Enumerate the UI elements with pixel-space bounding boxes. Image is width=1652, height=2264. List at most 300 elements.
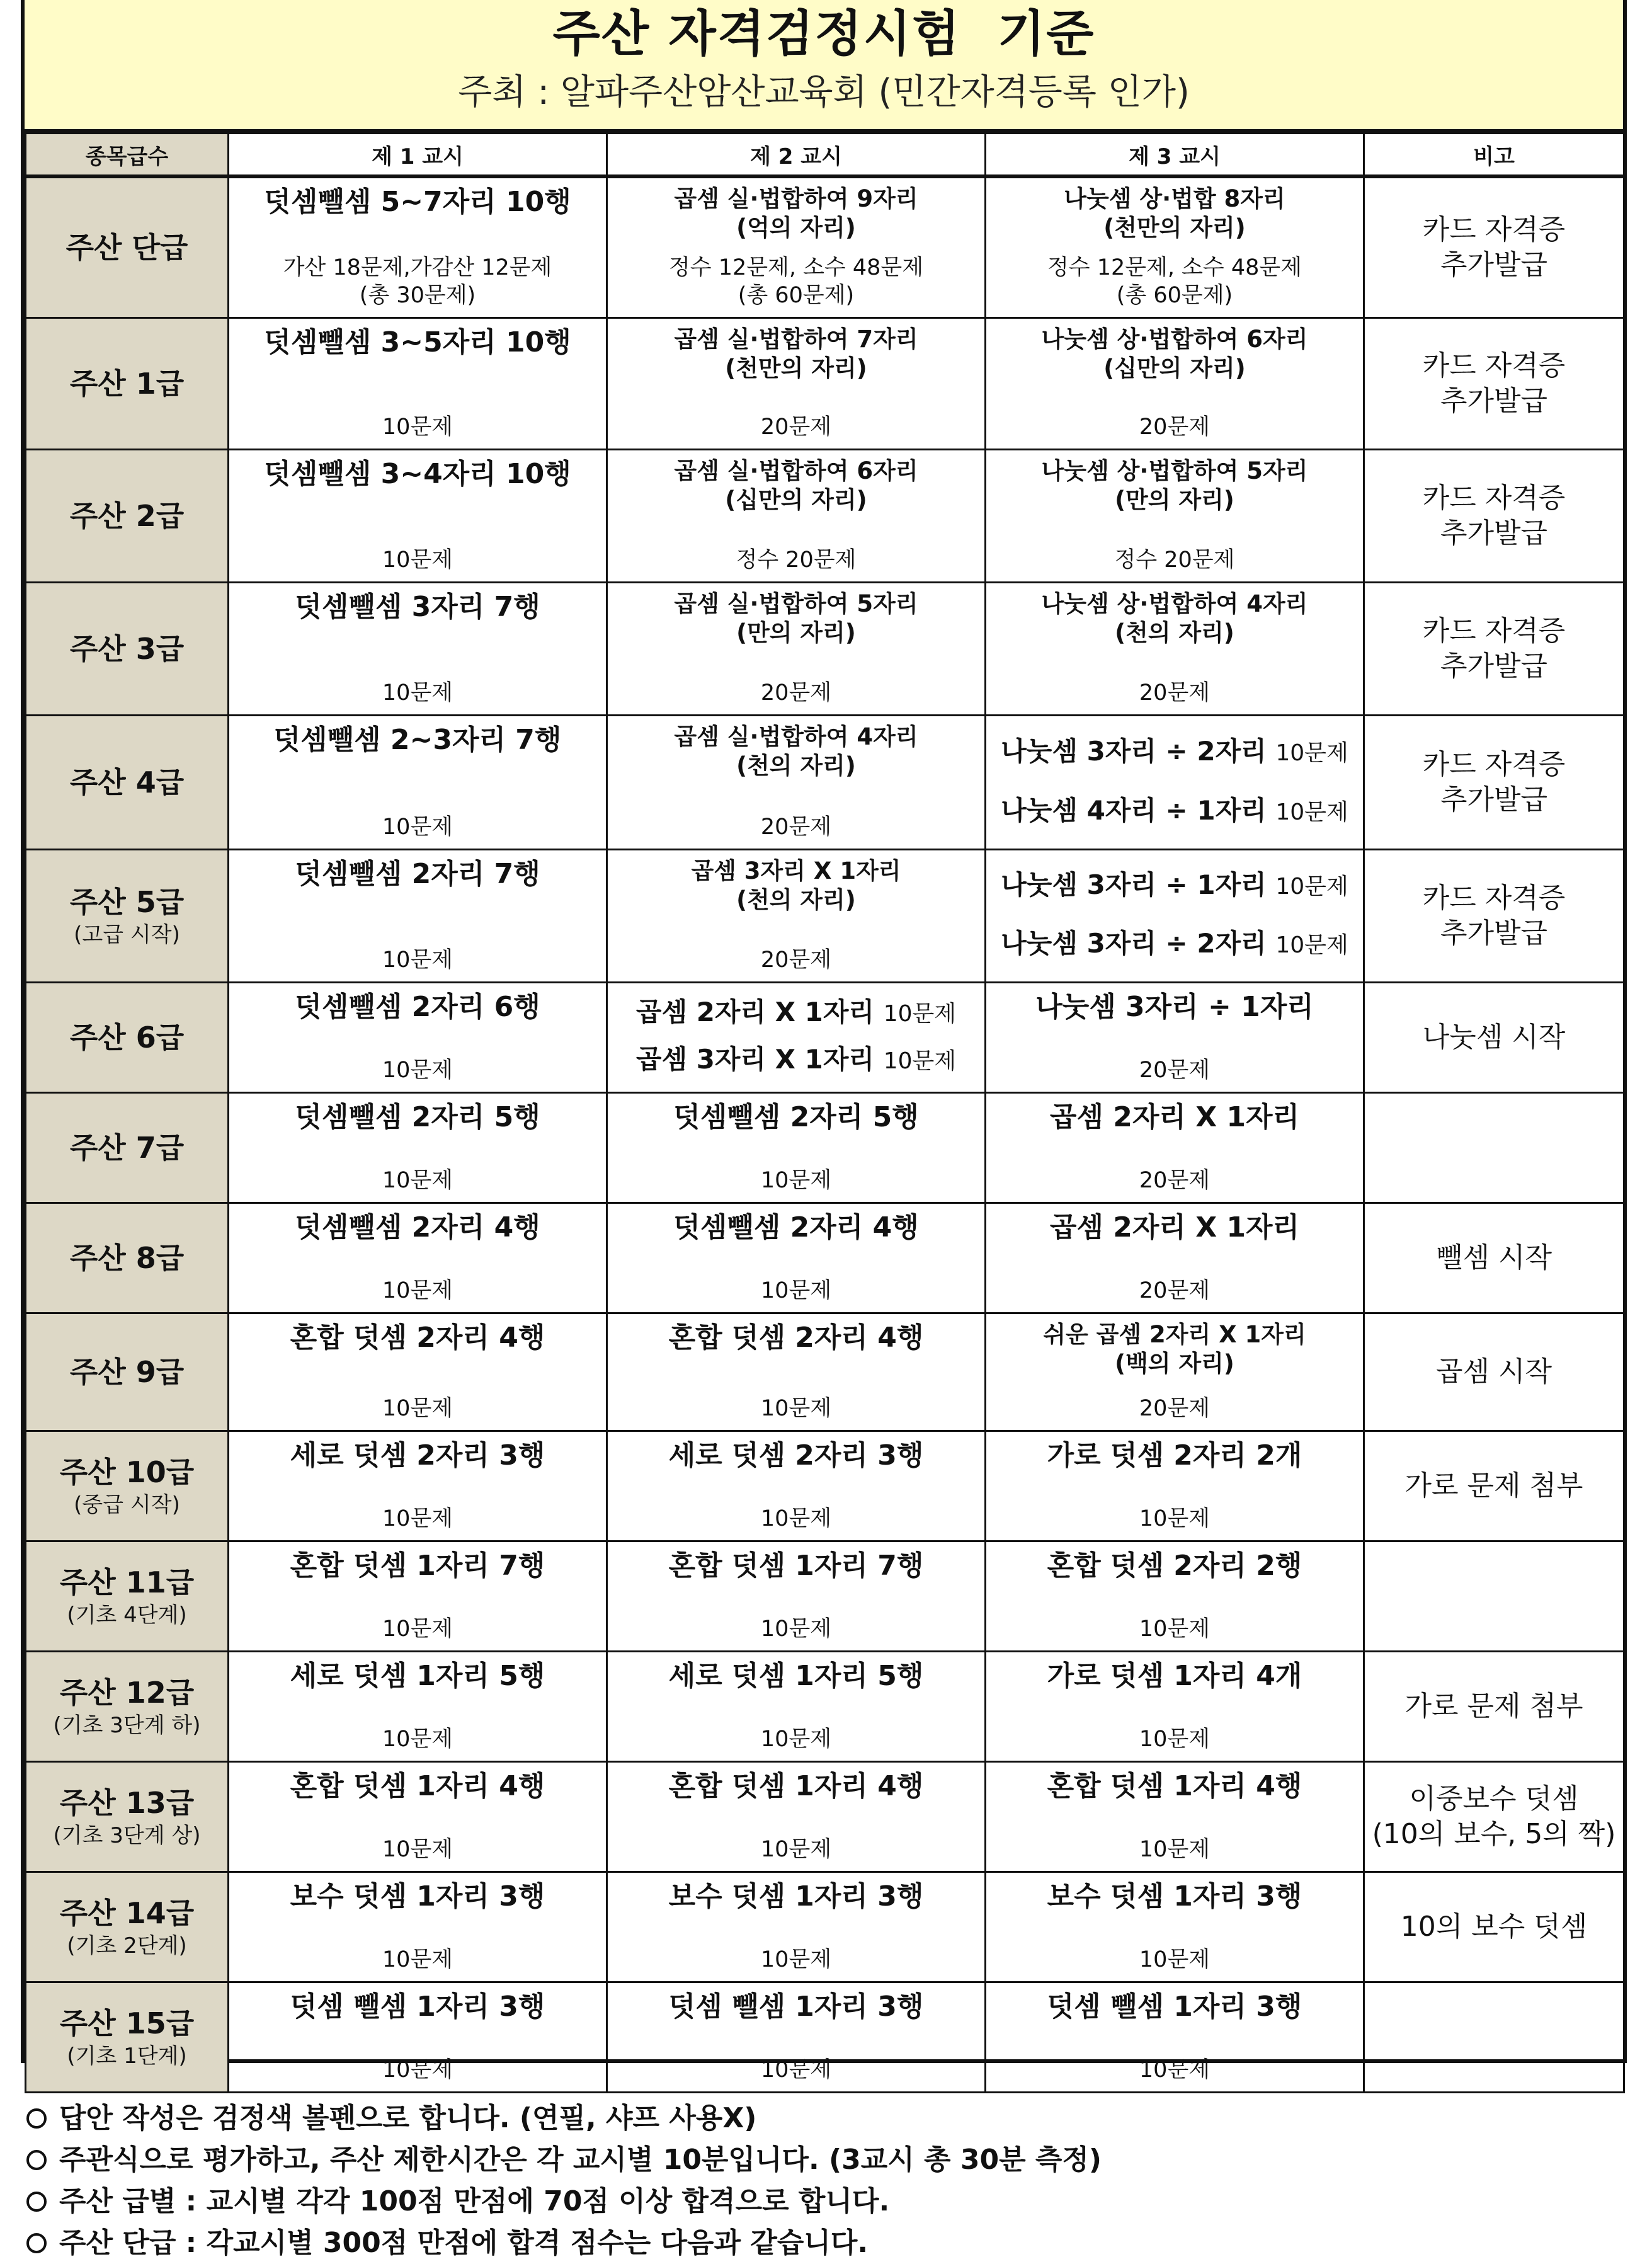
- note-cell: [1364, 716, 1624, 850]
- grade-cell: [26, 850, 229, 983]
- question-count: 정수 20문제: [736, 547, 857, 573]
- question-count: 10문제: [1139, 1947, 1211, 1972]
- grade-name: 주산 5급: [69, 885, 185, 919]
- column-header-period1: 제 1 교시: [229, 134, 607, 177]
- cell-content: [229, 1763, 606, 1871]
- exam-item: 덧셈뺄셈 2자리 5행: [295, 1101, 540, 1133]
- note-cell: [1364, 1652, 1624, 1762]
- question-count: 10문제: [1275, 799, 1348, 825]
- exam-item: 덧셈 뺄셈 1자리 3행: [290, 1991, 545, 2023]
- period1-cell: [229, 1982, 607, 2093]
- circle-bullet-icon: [26, 2233, 47, 2253]
- question-count: 10문제: [883, 1001, 957, 1027]
- period1-cell: [229, 716, 607, 850]
- cell-content: [608, 983, 984, 1092]
- cell-content: [986, 1763, 1363, 1871]
- grade-name: 주산 13급: [59, 1786, 195, 1820]
- cell-content: [608, 178, 984, 317]
- period3-cell: [986, 850, 1364, 983]
- period3-cell: [986, 318, 1364, 450]
- circle-bullet-icon: [26, 2150, 47, 2170]
- exam-item: 혼합 덧셈 1자리 7행: [290, 1550, 545, 1582]
- note-text: 10의 보수 덧셈: [1400, 1911, 1588, 1943]
- question-count: 10문제: [1275, 932, 1348, 958]
- table-row: [26, 450, 1624, 583]
- period2-cell: [607, 1872, 986, 1982]
- grade-subtitle: (고급 시작): [74, 922, 180, 947]
- note-text: 나눗셈 시작: [1422, 1021, 1566, 1053]
- note-cell: [1364, 1872, 1624, 1982]
- period2-cell: [607, 583, 986, 716]
- cell-content: [986, 1432, 1363, 1540]
- question-count: 10문제: [382, 414, 453, 440]
- note-text: 카드 자격증 추가발급: [1422, 748, 1566, 816]
- document-subtitle: 주최 : 알파주산암산교육회 (민간자격등록 인가): [458, 72, 1190, 113]
- question-count: 10문제: [760, 1278, 832, 1303]
- question-count: 10문제: [382, 1947, 453, 1972]
- cell-content: [608, 1763, 984, 1871]
- column-header-note: 비고: [1364, 134, 1624, 177]
- period1-cell: [229, 318, 607, 450]
- exam-item: 곱셈 2자리 X 1자리: [1049, 1101, 1300, 1133]
- exam-item: 혼합 덧셈 2자리 4행: [668, 1322, 924, 1354]
- question-count: 10문제: [382, 1506, 453, 1531]
- exam-item: 덧셈뺄셈 2자리 7행: [295, 858, 540, 890]
- exam-standard-table: [25, 132, 1625, 2093]
- period3-cell: [986, 1093, 1364, 1203]
- question-count: 10문제: [760, 1727, 832, 1752]
- cell-content: [986, 1542, 1363, 1650]
- grade-cell: [26, 1762, 229, 1872]
- note-cell: [1364, 1431, 1624, 1541]
- cell-content: [229, 1652, 606, 1761]
- note-text: 가로 문제 첨부: [1404, 1470, 1583, 1502]
- question-count: 10문제: [382, 547, 453, 573]
- cell-content: [608, 1314, 984, 1430]
- cell-content: [229, 1204, 606, 1312]
- note-cell: [1364, 850, 1624, 983]
- period3-cell: [986, 1541, 1364, 1652]
- exam-item: 곱셈 실·법합하여 7자리 (천만의 자리): [674, 326, 918, 382]
- table-row: [26, 1762, 1624, 1872]
- grade-subtitle: (기초 2단계): [67, 1933, 187, 1958]
- exam-item: 덧셈뺄셈 2자리 5행: [673, 1101, 919, 1133]
- exam-item: 덧셈뺄셈 2~3자리 7행: [273, 724, 562, 756]
- table-row: [26, 983, 1624, 1093]
- grade-cell: [26, 716, 229, 850]
- question-count: 20문제: [760, 414, 832, 440]
- exam-item: 쉬운 곱셈 2자리 X 1자리 (백의 자리): [1043, 1321, 1306, 1377]
- table-row: [26, 1872, 1624, 1982]
- period1-cell: [229, 450, 607, 583]
- cell-content: [229, 1873, 606, 1981]
- note-text: 가로 문제 첨부: [1404, 1690, 1583, 1722]
- grade-name: 주산 단급: [66, 231, 188, 265]
- exam-item: 가로 덧셈 1자리 4개: [1047, 1660, 1302, 1692]
- cell-content: [986, 1204, 1363, 1312]
- cell-content: [608, 319, 984, 449]
- exam-item: 세로 덧셈 1자리 5행: [668, 1660, 924, 1692]
- grade-cell: [26, 1982, 229, 2093]
- cell-content: [229, 319, 606, 449]
- cell-content: [986, 1314, 1363, 1430]
- cell-content: [608, 1094, 984, 1202]
- question-count: 10문제: [1139, 2057, 1211, 2083]
- table-row: [26, 1203, 1624, 1313]
- table-row: [26, 716, 1624, 850]
- question-count: 10문제: [760, 1168, 832, 1193]
- period1-cell: [229, 850, 607, 983]
- exam-item: 곱셈 3자리 X 1자리 (천의 자리): [691, 857, 901, 913]
- footnote-text: 주관식으로 평가하고, 주산 제한시간은 각 교시별 10분입니다. (3교시 총 30분 측정): [59, 2144, 1102, 2176]
- period1-cell: [229, 1762, 607, 1872]
- grade-cell: [26, 1652, 229, 1762]
- question-count: 10문제: [883, 1048, 957, 1074]
- grade-cell: [26, 983, 229, 1093]
- period1-cell: [229, 1093, 607, 1203]
- question-count: 정수 12문제, 소수 48문제 (총 60문제): [668, 255, 924, 308]
- grade-subtitle: (기초 3단계 상): [53, 1823, 201, 1848]
- period2-cell: [607, 983, 986, 1093]
- question-count: 10문제: [382, 680, 453, 706]
- grade-cell: [26, 1541, 229, 1652]
- question-count: 정수 20문제: [1114, 547, 1235, 573]
- question-count: 10문제: [382, 1278, 453, 1303]
- exam-item: 덧셈뺄셈 2자리 4행: [295, 1211, 540, 1243]
- grade-subtitle: (기초 3단계 하): [53, 1713, 201, 1738]
- note-text: 카드 자격증 추가발급: [1422, 214, 1566, 281]
- exam-item: 덧셈뺄셈 2자리 6행: [295, 991, 540, 1023]
- grade-name: 주산 2급: [69, 499, 185, 533]
- cell-content: [986, 716, 1363, 849]
- exam-item-line: [990, 867, 1359, 905]
- document-title: 주산 자격검정시험 기준: [552, 6, 1095, 62]
- footnote-line: [26, 2181, 1614, 2222]
- period2-cell: [607, 1313, 986, 1431]
- question-count: 20문제: [1139, 1396, 1211, 1421]
- exam-item: 덧셈뺄셈 2자리 4행: [673, 1211, 919, 1243]
- note-text: 곱셈 시작: [1435, 1356, 1552, 1388]
- exam-item-line: [612, 1042, 981, 1079]
- question-count: 10문제: [760, 1616, 832, 1642]
- period2-cell: [607, 1652, 986, 1762]
- exam-item: 덧셈 뺄셈 1자리 3행: [1047, 1991, 1302, 2023]
- question-count: 10문제: [1139, 1727, 1211, 1752]
- exam-item: 나눗셈 상·법합하여 5자리 (만의 자리): [1041, 457, 1308, 513]
- period1-cell: [229, 983, 607, 1093]
- cell-content: [229, 716, 606, 849]
- note-cell: [1364, 1093, 1624, 1203]
- period3-cell: [986, 1652, 1364, 1762]
- question-count: 20문제: [1139, 1168, 1211, 1193]
- exam-item: 가로 덧셈 2자리 2개: [1047, 1439, 1302, 1472]
- grade-name: 주산 15급: [59, 2006, 195, 2040]
- cell-content: [986, 450, 1363, 581]
- note-cell: [1364, 1982, 1624, 2093]
- grade-name: 주산 4급: [69, 765, 185, 799]
- exam-item: 혼합 덧셈 1자리 4행: [1047, 1770, 1302, 1802]
- cell-content: [608, 1873, 984, 1981]
- exam-item: 덧셈뺄셈 3~5자리 10행: [264, 326, 571, 358]
- cell-content: [986, 178, 1363, 317]
- footnote-line: [26, 2139, 1614, 2181]
- period2-cell: [607, 318, 986, 450]
- footnote-line: [26, 2098, 1614, 2139]
- period3-cell: [986, 583, 1364, 716]
- period2-cell: [607, 1982, 986, 2093]
- question-count: 20문제: [1139, 414, 1211, 440]
- exam-item: 보수 덧셈 1자리 3행: [1047, 1880, 1302, 1912]
- period3-cell: [986, 1431, 1364, 1541]
- grade-cell: [26, 1431, 229, 1541]
- period3-cell: [986, 716, 1364, 850]
- table-row: [26, 850, 1624, 983]
- grade-name: 주산 12급: [59, 1676, 195, 1710]
- period3-cell: [986, 983, 1364, 1093]
- note-text: 이중보수 덧셈 (10의 보수, 5의 짝): [1372, 1783, 1616, 1850]
- column-header-grade: 종목급수: [26, 134, 229, 177]
- exam-item: 혼합 덧셈 2자리 2행: [1047, 1550, 1302, 1582]
- cell-content: [608, 850, 984, 981]
- exam-item: 덧셈뺄셈 3자리 7행: [295, 591, 540, 623]
- grade-name: 주산 9급: [69, 1355, 185, 1389]
- footnote-text: 주산 급별 : 교시별 각각 100점 만점에 70점 이상 합격으로 합니다.: [59, 2185, 890, 2217]
- exam-item-line: [612, 995, 981, 1032]
- grade-cell: [26, 1313, 229, 1431]
- exam-item: 곱셈 실·법합하여 4자리 (천의 자리): [674, 723, 918, 779]
- circle-bullet-icon: [26, 2192, 47, 2212]
- exam-item: 세로 덧셈 2자리 3행: [290, 1439, 545, 1472]
- note-text: 카드 자격증 추가발급: [1422, 882, 1566, 949]
- note-cell: [1364, 450, 1624, 583]
- note-cell: [1364, 1541, 1624, 1652]
- exam-item: 혼합 덧셈 1자리 4행: [668, 1770, 924, 1802]
- period2-cell: [607, 1541, 986, 1652]
- note-cell: [1364, 1203, 1624, 1313]
- table-row: [26, 1541, 1624, 1652]
- table-row: [26, 583, 1624, 716]
- cell-content: [986, 1652, 1363, 1761]
- question-count: 20문제: [760, 815, 832, 840]
- exam-item: 덧셈 뺄셈 1자리 3행: [668, 1991, 924, 2023]
- cell-content: [229, 983, 606, 1092]
- question-count: 10문제: [760, 1506, 832, 1531]
- period1-cell: [229, 1872, 607, 1982]
- period3-cell: [986, 176, 1364, 318]
- note-text: 카드 자격증 추가발급: [1422, 482, 1566, 549]
- exam-item: 나눗셈 3자리 ÷ 1자리: [1035, 991, 1314, 1023]
- period3-cell: [986, 1313, 1364, 1431]
- question-count: 10문제: [382, 1727, 453, 1752]
- exam-item: 곱셈 실·법합하여 9자리 (억의 자리): [674, 185, 918, 241]
- period3-cell: [986, 1203, 1364, 1313]
- period2-cell: [607, 716, 986, 850]
- period3-cell: [986, 1762, 1364, 1872]
- exam-item: 세로 덧셈 2자리 3행: [668, 1439, 924, 1472]
- cell-content: [986, 1094, 1363, 1202]
- question-count: 10문제: [1275, 740, 1348, 766]
- exam-item: 나눗셈 상·법합 8자리 (천만의 자리): [1064, 185, 1285, 241]
- period2-cell: [607, 1203, 986, 1313]
- exam-item: 나눗셈 3자리 ÷ 2자리: [1001, 735, 1267, 767]
- exam-item: 혼합 덧셈 1자리 7행: [668, 1550, 924, 1582]
- grade-name: 주산 11급: [59, 1565, 195, 1599]
- question-count: 10문제: [1139, 1616, 1211, 1642]
- footnote-text: 답안 작성은 검정색 볼펜으로 합니다. (연필, 샤프 사용X): [59, 2102, 757, 2134]
- table-row: [26, 1093, 1624, 1203]
- exam-item: 곱셈 2자리 X 1자리: [1049, 1211, 1300, 1243]
- note-text: 카드 자격증 추가발급: [1422, 615, 1566, 682]
- cell-content: [608, 583, 984, 714]
- question-count: 20문제: [1139, 680, 1211, 706]
- period1-cell: [229, 1652, 607, 1762]
- cell-content: [608, 1542, 984, 1650]
- grade-cell: [26, 318, 229, 450]
- cell-content: [229, 1542, 606, 1650]
- question-count: 10문제: [382, 1616, 453, 1642]
- column-header-period3: 제 3 교시: [986, 134, 1364, 177]
- cell-content: [608, 1652, 984, 1761]
- column-header-period2: 제 2 교시: [607, 134, 986, 177]
- period2-cell: [607, 176, 986, 318]
- cell-content: [229, 583, 606, 714]
- question-count: 20문제: [1139, 1058, 1211, 1083]
- note-text: 뺄셈 시작: [1435, 1242, 1552, 1274]
- period2-cell: [607, 850, 986, 983]
- cell-content: [986, 850, 1363, 981]
- cell-content: [986, 1983, 1363, 2091]
- note-cell: [1364, 318, 1624, 450]
- cell-content: [608, 1204, 984, 1312]
- grade-subtitle: (중급 시작): [74, 1492, 180, 1518]
- grade-name: 주산 7급: [69, 1131, 185, 1165]
- grade-name: 주산 3급: [69, 632, 185, 666]
- cell-content: [986, 1873, 1363, 1981]
- exam-item: 곱셈 2자리 X 1자리: [635, 997, 875, 1027]
- period1-cell: [229, 1541, 607, 1652]
- grade-cell: [26, 1203, 229, 1313]
- question-count: 10문제: [760, 2057, 832, 2083]
- grade-name: 주산 1급: [69, 367, 185, 401]
- exam-item-line: [990, 926, 1359, 963]
- cell-content: [608, 1432, 984, 1540]
- exam-item: 곱셈 실·법합하여 5자리 (만의 자리): [674, 590, 918, 646]
- cell-content: [608, 1983, 984, 2091]
- question-count: 10문제: [382, 2057, 453, 2083]
- period1-cell: [229, 176, 607, 318]
- table-row: [26, 1652, 1624, 1762]
- table-row: [26, 1431, 1624, 1541]
- cell-content: [986, 583, 1363, 714]
- exam-item: 덧셈뺄셈 5~7자리 10행: [264, 186, 571, 218]
- question-count: 20문제: [1139, 1278, 1211, 1303]
- table-row: [26, 1313, 1624, 1431]
- table-header-row: [26, 134, 1624, 177]
- cell-content: [986, 983, 1363, 1092]
- exam-item: 나눗셈 3자리 ÷ 2자리: [1001, 928, 1267, 959]
- question-count: 10문제: [760, 1947, 832, 1972]
- grade-cell: [26, 583, 229, 716]
- note-cell: [1364, 583, 1624, 716]
- table-row: [26, 176, 1624, 318]
- exam-item: 곱셈 3자리 X 1자리: [635, 1044, 875, 1075]
- grade-cell: [26, 1872, 229, 1982]
- exam-item: 나눗셈 3자리 ÷ 1자리: [1001, 869, 1267, 900]
- exam-item: 나눗셈 상·법합하여 6자리 (십만의 자리): [1041, 326, 1308, 382]
- cell-content: [986, 319, 1363, 449]
- period2-cell: [607, 1431, 986, 1541]
- cell-content: [229, 1983, 606, 2091]
- question-count: 10문제: [1275, 874, 1348, 900]
- grade-name: 주산 6급: [69, 1021, 185, 1055]
- exam-item: 곱셈 실·법합하여 6자리 (십만의 자리): [674, 457, 918, 513]
- cell-content: [229, 1432, 606, 1540]
- period1-cell: [229, 1203, 607, 1313]
- question-count: 정수 12문제, 소수 48문제 (총 60문제): [1047, 255, 1302, 308]
- grade-cell: [26, 450, 229, 583]
- question-count: 20문제: [760, 947, 832, 973]
- cell-content: [608, 450, 984, 581]
- question-count: 10문제: [760, 1396, 832, 1421]
- question-count: 10문제: [382, 1058, 453, 1083]
- question-count: 10문제: [382, 1168, 453, 1193]
- cell-content: [229, 450, 606, 581]
- question-count: 10문제: [382, 1837, 453, 1862]
- note-text: 카드 자격증 추가발급: [1422, 350, 1566, 417]
- table-body: [26, 176, 1624, 2093]
- note-cell: [1364, 176, 1624, 318]
- exam-item-line: [990, 793, 1359, 830]
- table-row: [26, 318, 1624, 450]
- cell-content: [229, 1094, 606, 1202]
- period2-cell: [607, 1762, 986, 1872]
- grade-name: 주산 10급: [59, 1455, 195, 1489]
- exam-item: 덧셈뺄셈 3~4자리 10행: [264, 458, 571, 490]
- cell-content: [608, 716, 984, 849]
- cell-content: [229, 178, 606, 317]
- circle-bullet-icon: [26, 2108, 47, 2129]
- grade-name: 주산 8급: [69, 1241, 185, 1275]
- table-row: [26, 1982, 1624, 2093]
- footnote-line: [26, 2222, 1614, 2264]
- exam-item: 보수 덧셈 1자리 3행: [290, 1880, 545, 1912]
- question-count: 20문제: [760, 680, 832, 706]
- question-count: 10문제: [1139, 1837, 1211, 1862]
- period3-cell: [986, 1872, 1364, 1982]
- question-count: 10문제: [1139, 1506, 1211, 1531]
- period3-cell: [986, 450, 1364, 583]
- notes-section: [26, 2098, 1614, 2264]
- note-cell: [1364, 1762, 1624, 1872]
- exam-item: 나눗셈 4자리 ÷ 1자리: [1001, 794, 1267, 826]
- exam-item: 혼합 덧셈 1자리 4행: [290, 1770, 545, 1802]
- period1-cell: [229, 1431, 607, 1541]
- question-count: 10문제: [760, 1837, 832, 1862]
- grade-name: 주산 14급: [59, 1896, 195, 1930]
- grade-cell: [26, 1093, 229, 1203]
- period1-cell: [229, 583, 607, 716]
- question-count: 10문제: [382, 815, 453, 840]
- period2-cell: [607, 1093, 986, 1203]
- note-cell: [1364, 983, 1624, 1093]
- period2-cell: [607, 450, 986, 583]
- note-cell: [1364, 1313, 1624, 1431]
- exam-item: 혼합 덧셈 2자리 4행: [290, 1322, 545, 1354]
- exam-item: 세로 덧셈 1자리 5행: [290, 1660, 545, 1692]
- period3-cell: [986, 1982, 1364, 2093]
- grade-subtitle: (기초 1단계): [67, 2044, 187, 2069]
- exam-item-line: [990, 734, 1359, 771]
